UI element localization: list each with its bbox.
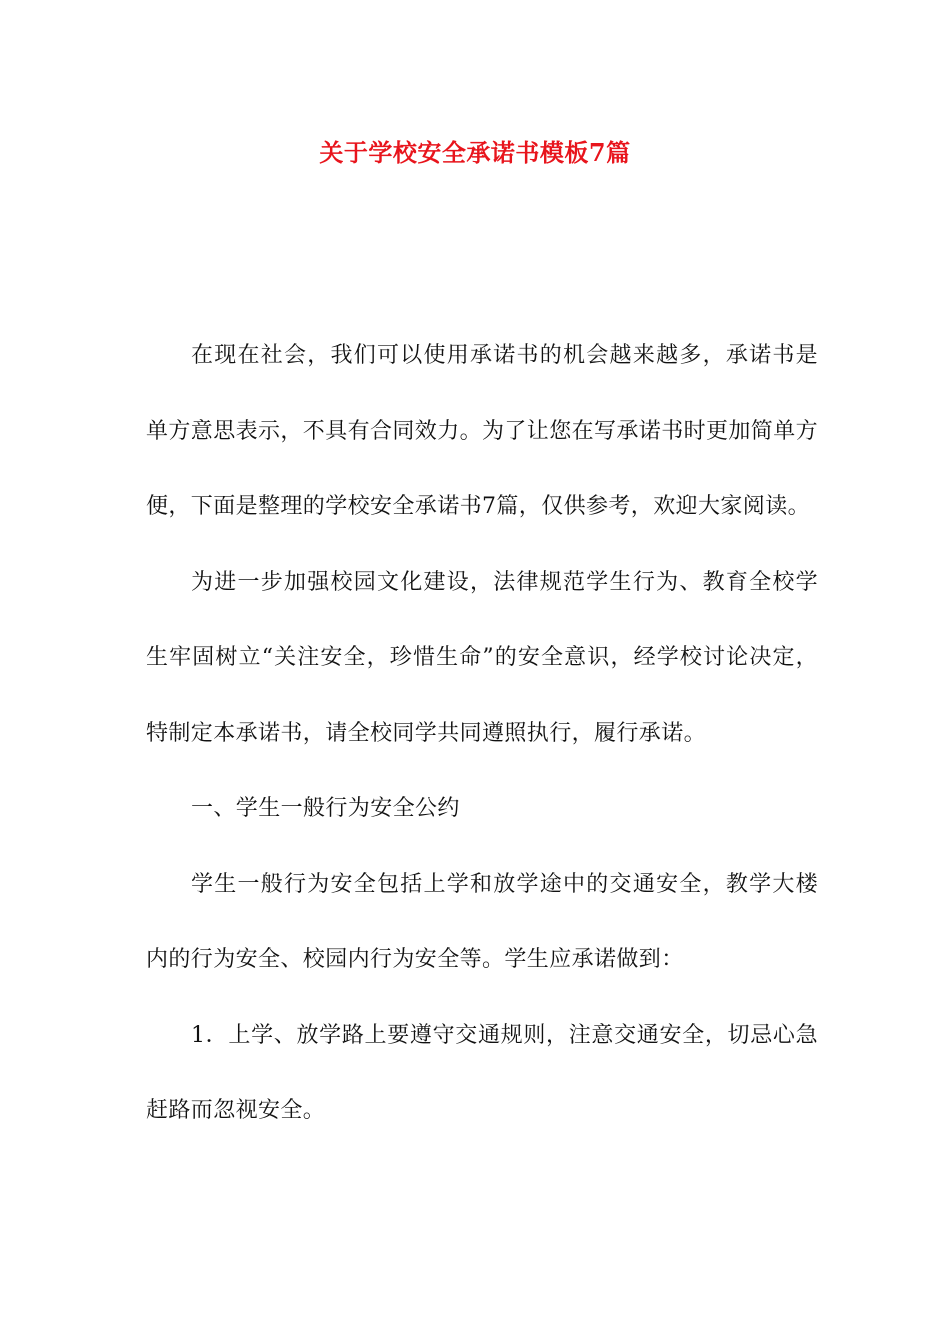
section-heading: 一、学生一般行为安全公约	[191, 796, 460, 821]
document-title: 关于学校安全承诺书模板7篇	[319, 138, 631, 167]
paragraph-purpose: 为进一步加强校园文化建设，法律规范学生行为、教育全校学生牢固树立“关注安全，珍惜生命”的安全意识，经学校讨论决定，特制定本承诺书，请全校同学共同遵照执行，履行承诺。	[146, 569, 818, 746]
paragraph-section-intro: 学生一般行为安全包括上学和放学途中的交通安全，教学大楼内的行为安全、校园内行为安全等。学生应承诺做到：	[146, 871, 818, 972]
document-body	[146, 318, 818, 1149]
list-item-1: 1．上学、放学路上要遵守交通规则，注意交通安全，切忌心急赶路而忽视安全。	[146, 1022, 818, 1123]
paragraph-intro: 在现在社会，我们可以使用承诺书的机会越来越多，承诺书是单方意思表示，不具有合同效力。为了让您在写承诺书时更加简单方便，下面是整理的学校安全承诺书7篇，仅供参考，欢迎大家阅读。	[146, 343, 819, 519]
